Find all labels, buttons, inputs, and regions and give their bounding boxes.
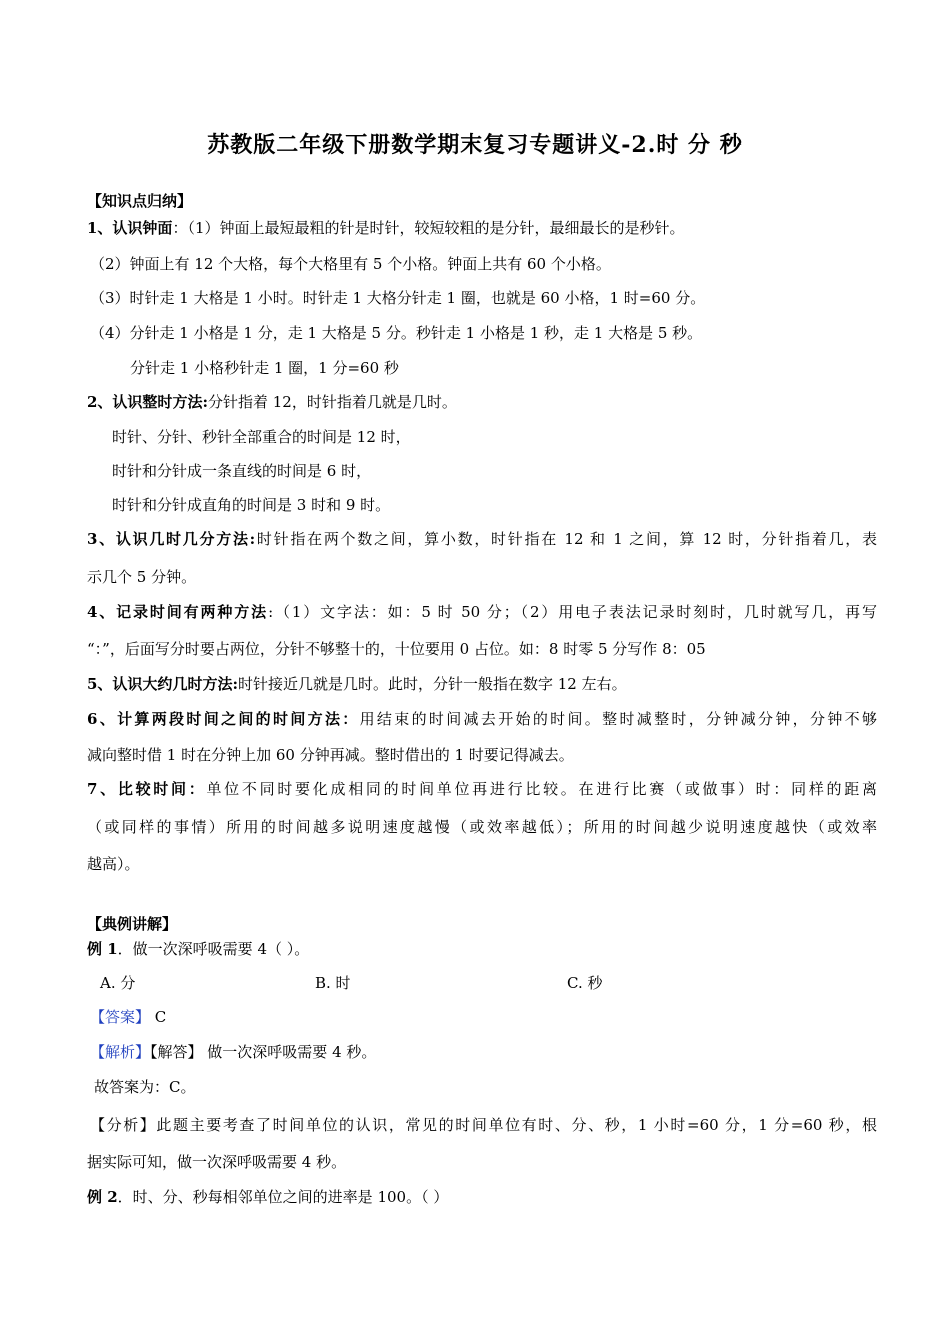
example-1-label: 例 1 — [87, 940, 118, 958]
page-title: 苏教版二年级下册数学期末复习专题讲义-2.时 分 秒 — [207, 132, 743, 158]
conclusion-line: 故答案为：C。 — [94, 1078, 196, 1096]
example-1-question — [87, 938, 877, 960]
item-1-text: ：（1）钟面上最短最粗的针是时针，较短较粗的是分针，最细最长的是秒针。 — [172, 219, 685, 237]
item-1-sub-3: （3）时针走 1 大格是 1 小时。时针走 1 大格分针走 1 圈，也就是 60 小格，1 时=60 分。 — [90, 289, 706, 307]
item-1-sub-2: （2）钟面上有 12 个大格，每个大格里有 5 个小格。钟面上共有 60 个小格。 — [90, 255, 611, 273]
fenxi-label: 【分析】 — [90, 1116, 157, 1134]
item-5-label: 5、认识大约几时方法: — [87, 675, 238, 693]
item-4-text-cont: “：”，后面写分时要占两位，分针不够整十的，十位要用 0 占位。如：8 时零 5 分写作 8：05 — [87, 640, 706, 658]
item-4-label: 4、记录时间有两种方法 — [87, 603, 269, 621]
example-1-text: ．做一次深呼吸需要 4（ ）。 — [117, 940, 310, 958]
solve-text: 做一次深呼吸需要 4 秒。 — [202, 1043, 377, 1061]
item-7-label: 7、比较时间： — [87, 780, 207, 798]
answer-value: C — [154, 1008, 167, 1026]
item-7-text-cont-1: （或同样的事情）所用的时间越多说明速度越慢（或效率越低）；所用的时间越少说明速度越快（或效率 — [87, 818, 877, 836]
analysis-line — [90, 1041, 880, 1063]
example-2-question — [87, 1186, 877, 1208]
knowledge-item-7 — [87, 778, 877, 800]
fenxi-text: 此题主要考查了时间单位的认识，常见的时间单位有时、分、秒，1 小时=60 分，1 分=60 秒，根 — [156, 1116, 877, 1134]
analysis-label: 【解析】 — [90, 1043, 151, 1061]
item-3-label: 3、认识几时几分方法: — [87, 530, 256, 548]
example-2-label: 例 2 — [87, 1188, 118, 1206]
item-4-text: :（1）文字法：如：5 时 50 分；（2）用电子表法记录时刻时，几时就写几，再写 — [268, 603, 877, 621]
knowledge-item-1 — [87, 217, 877, 239]
item-2-sub-1: 时针、分针、秒针全部重合的时间是 12 时， — [112, 428, 411, 446]
item-7-text: 单位不同时要化成相同的时间单位再进行比较。在进行比赛（或做事）时：同样的距离 — [206, 780, 877, 798]
item-5-text: 时针接近几就是几时。此时，分针一般指在数字 12 左右。 — [237, 675, 627, 693]
item-6-text-cont: 减向整时借 1 时在分钟上加 60 分钟再减。整时借出的 1 时要记得减去。 — [87, 746, 574, 764]
item-3-text-cont: 示几个 5 分钟。 — [87, 568, 197, 586]
option-b: B. 时 — [315, 974, 351, 992]
fenxi-line — [90, 1114, 877, 1136]
item-2-text: 分针指着 12，时针指着几就是几时。 — [207, 393, 457, 411]
item-1-sub-4: （4）分针走 1 小格是 1 分，走 1 大格是 5 分。秒针走 1 小格是 1 秒，走 1 大格是 5 秒。 — [90, 324, 703, 342]
option-a: A. 分 — [100, 974, 136, 992]
examples-header: 【典例讲解】 — [87, 915, 178, 933]
item-7-text-cont-2: 越高）。 — [87, 855, 140, 873]
fenxi-text-cont: 据实际可知，做一次深呼吸需要 4 秒。 — [87, 1153, 347, 1171]
answer-label: 【答案】 — [90, 1008, 151, 1026]
item-1-label: 1、认识钟面 — [87, 219, 173, 237]
solve-label: 【解答】 — [150, 1043, 203, 1061]
answer-line — [90, 1006, 880, 1028]
example-2-text: ．时、分、秒每相邻单位之间的进率是 100。（ ） — [117, 1188, 449, 1206]
knowledge-item-4 — [87, 601, 877, 623]
item-2-sub-3: 时针和分针成直角的时间是 3 时和 9 时。 — [112, 496, 391, 514]
knowledge-item-6 — [87, 708, 877, 730]
item-2-label: 2、认识整时方法: — [87, 393, 208, 411]
item-2-sub-2: 时针和分针成一条直线的时间是 6 时， — [112, 462, 372, 480]
option-c: C. 秒 — [567, 974, 603, 992]
item-3-text: 时针指在两个数之间，算小数，时针指在 12 和 1 之间，算 12 时，分针指着几，表 — [255, 530, 877, 548]
item-6-text: 用结束的时间减去开始的时间。整时减整时，分钟减分钟，分钟不够 — [359, 710, 877, 728]
knowledge-header: 【知识点归纳】 — [87, 192, 193, 210]
knowledge-item-3 — [87, 528, 877, 550]
knowledge-item-2 — [87, 391, 877, 413]
item-1-sub-5: 分针走 1 小格秒针走 1 圈，1 分=60 秒 — [130, 359, 399, 377]
knowledge-item-5 — [87, 673, 877, 695]
item-6-label: 6、计算两段时间之间的时间方法： — [87, 710, 360, 728]
